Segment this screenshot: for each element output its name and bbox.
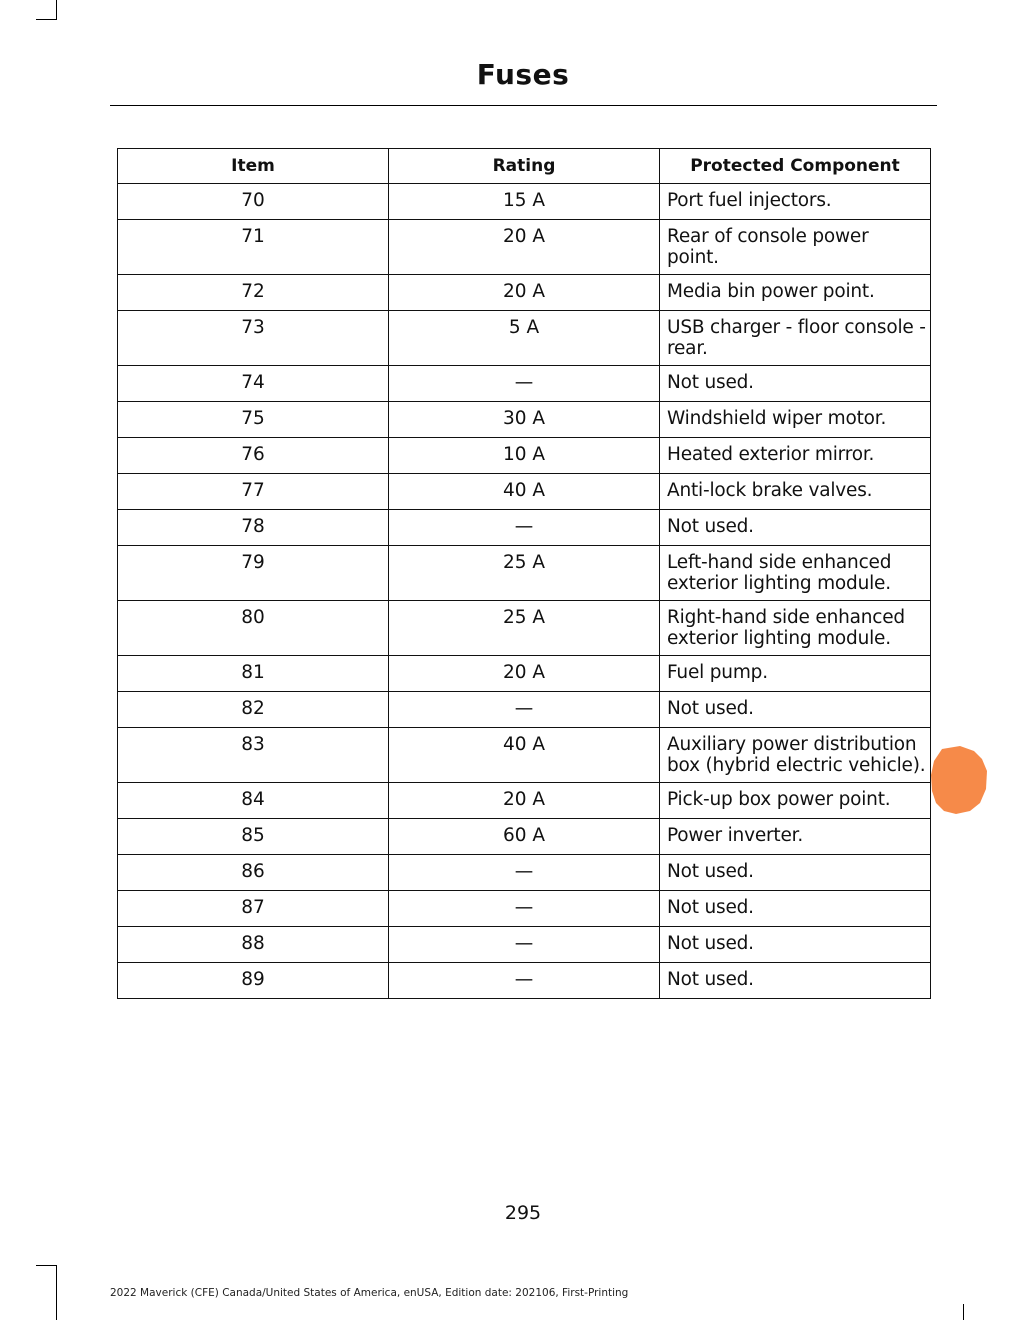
cell-item: 74 <box>118 366 389 402</box>
cell-item: 88 <box>118 927 389 963</box>
cell-item: 82 <box>118 692 389 728</box>
cell-rating: — <box>389 510 660 546</box>
cell-item: 83 <box>118 728 389 783</box>
cell-rating: 5 A <box>389 311 660 366</box>
cell-rating: — <box>389 927 660 963</box>
cell-rating: 25 A <box>389 601 660 656</box>
cell-rating: — <box>389 692 660 728</box>
cell-item: 79 <box>118 546 389 601</box>
cell-protected-component: Power inverter. <box>660 819 931 855</box>
cell-protected-component: Heated exterior mirror. <box>660 438 931 474</box>
table-row <box>118 220 931 275</box>
table-row <box>118 783 931 819</box>
cell-protected-component: Fuel pump. <box>660 656 931 692</box>
tab-marker-shape <box>931 746 987 814</box>
table-row <box>118 184 931 220</box>
cell-rating: 15 A <box>389 184 660 220</box>
cell-rating: 60 A <box>389 819 660 855</box>
cell-item: 85 <box>118 819 389 855</box>
header-protected-component: Protected Component <box>660 149 931 184</box>
cell-protected-component: Not used. <box>660 963 931 999</box>
table-row <box>118 692 931 728</box>
cell-item: 70 <box>118 184 389 220</box>
cell-rating: 40 A <box>389 474 660 510</box>
cell-rating: 20 A <box>389 275 660 311</box>
cell-rating: 20 A <box>389 783 660 819</box>
cell-protected-component: Port fuel injectors. <box>660 184 931 220</box>
cell-rating: 30 A <box>389 402 660 438</box>
table-row <box>118 438 931 474</box>
cell-item: 89 <box>118 963 389 999</box>
table-row <box>118 402 931 438</box>
page-title: Fuses <box>476 58 570 91</box>
crop-mark-top-left-h <box>36 19 57 20</box>
cell-rating: 20 A <box>389 220 660 275</box>
cell-protected-component: Right-hand side enhanced exterior lighting module. <box>660 601 931 656</box>
cell-protected-component: USB charger - floor console - rear. <box>660 311 931 366</box>
table-row <box>118 891 931 927</box>
cell-item: 81 <box>118 656 389 692</box>
header-item: Item <box>118 149 389 184</box>
table-row <box>118 927 931 963</box>
table-row <box>118 510 931 546</box>
table-row <box>118 855 931 891</box>
cell-rating: — <box>389 891 660 927</box>
cell-item: 86 <box>118 855 389 891</box>
table-row <box>118 311 931 366</box>
crop-mark-bottom-left-v <box>56 1265 57 1320</box>
cell-protected-component: Media bin power point. <box>660 275 931 311</box>
cell-rating: 40 A <box>389 728 660 783</box>
cell-rating: — <box>389 963 660 999</box>
table-row <box>118 474 931 510</box>
table-header-row <box>118 149 931 184</box>
fuse-table <box>117 148 931 999</box>
footer-edition-info: 2022 Maverick (CFE) Canada/United States of America, enUSA, Edition date: 202106, First-Printing <box>110 1287 629 1299</box>
table-row <box>118 656 931 692</box>
cell-protected-component: Not used. <box>660 855 931 891</box>
cell-protected-component: Auxiliary power distribution box (hybrid electric vehicle). <box>660 728 931 783</box>
title-divider <box>110 105 937 106</box>
table-row <box>118 819 931 855</box>
cell-protected-component: Pick-up box power point. <box>660 783 931 819</box>
header-rating: Rating <box>389 149 660 184</box>
cell-item: 78 <box>118 510 389 546</box>
cell-item: 71 <box>118 220 389 275</box>
section-tab-marker <box>930 745 988 815</box>
cell-item: 72 <box>118 275 389 311</box>
cell-protected-component: Not used. <box>660 366 931 402</box>
table-row <box>118 963 931 999</box>
cell-rating: — <box>389 855 660 891</box>
cell-item: 80 <box>118 601 389 656</box>
table-row <box>118 728 931 783</box>
cell-item: 75 <box>118 402 389 438</box>
cell-rating: 20 A <box>389 656 660 692</box>
table-row <box>118 366 931 402</box>
crop-mark-bottom-left-h <box>36 1265 57 1266</box>
cell-item: 84 <box>118 783 389 819</box>
cell-protected-component: Anti-lock brake valves. <box>660 474 931 510</box>
cell-item: 76 <box>118 438 389 474</box>
crop-mark-bottom-right-v <box>963 1304 964 1320</box>
table-row <box>118 601 931 656</box>
cell-protected-component: Not used. <box>660 891 931 927</box>
cell-item: 77 <box>118 474 389 510</box>
cell-protected-component: Windshield wiper motor. <box>660 402 931 438</box>
cell-rating: 10 A <box>389 438 660 474</box>
cell-protected-component: Not used. <box>660 927 931 963</box>
cell-item: 87 <box>118 891 389 927</box>
cell-rating: 25 A <box>389 546 660 601</box>
page-number: 295 <box>504 1202 542 1224</box>
crop-mark-top-left-v <box>56 0 57 20</box>
table-row <box>118 546 931 601</box>
cell-protected-component: Not used. <box>660 510 931 546</box>
cell-item: 73 <box>118 311 389 366</box>
cell-protected-component: Not used. <box>660 692 931 728</box>
table-row <box>118 275 931 311</box>
cell-rating: — <box>389 366 660 402</box>
fuse-table-body <box>118 184 931 999</box>
cell-protected-component: Rear of console power point. <box>660 220 931 275</box>
cell-protected-component: Left-hand side enhanced exterior lighting module. <box>660 546 931 601</box>
